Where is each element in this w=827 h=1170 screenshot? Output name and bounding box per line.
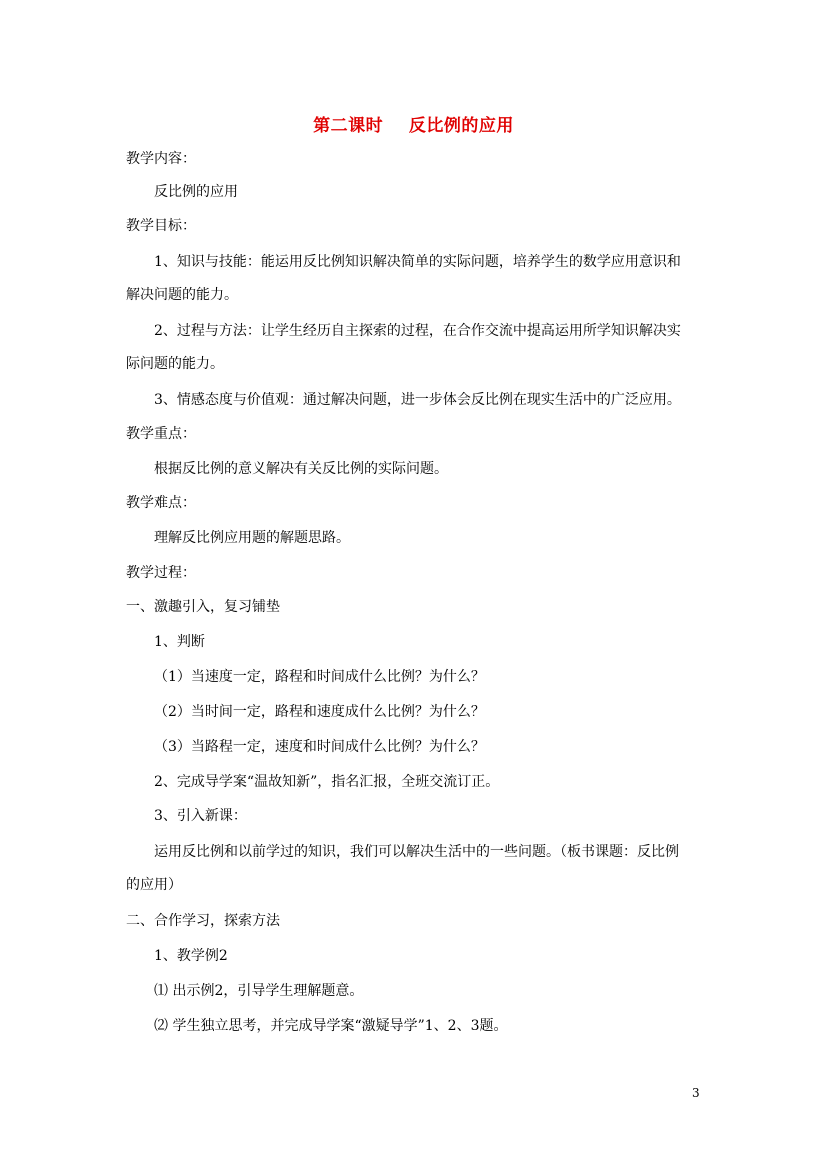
- heading-key-point: 教学重点：: [126, 426, 196, 442]
- example-step-2: ⑵ 学生独立思考，并完成导学案“激疑导学”1、2、3题。: [154, 1018, 508, 1034]
- judge-question-1: （1）当速度一定，路程和时间成什么比例？为什么？: [154, 669, 485, 685]
- difficulty-text: 理解反比例应用题的解题思路。: [154, 530, 350, 546]
- item-worksheet: 2、完成导学案“温故知新”，指名汇报，全班交流订正。: [154, 774, 500, 790]
- judge-question-2: （2）当时间一定，路程和速度成什么比例？为什么？: [154, 704, 485, 720]
- lesson-title: 第二课时 反比例的应用: [313, 116, 514, 136]
- new-lesson-line-2: 的应用）: [126, 877, 182, 893]
- example-step-1: ⑴ 出示例2，引导学生理解题意。: [154, 983, 364, 999]
- new-lesson-line-1: 运用反比例和以前学过的知识，我们可以解决生活中的一些问题。（板书课题：反比例: [154, 844, 679, 860]
- goal-2-line-2: 际问题的能力。: [126, 356, 224, 372]
- judge-question-3: （3）当路程一定，速度和时间成什么比例？为什么？: [154, 739, 485, 755]
- goal-1-line-1: 1、知识与技能：能运用反比例知识解决简单的实际问题，培养学生的数学应用意识和: [154, 254, 681, 270]
- heading-teaching-content: 教学内容：: [126, 151, 196, 167]
- item-example-2: 1、教学例2: [154, 948, 228, 964]
- goal-2-line-1: 2、过程与方法：让学生经历自主探索的过程，在合作交流中提高运用所学知识解决实: [154, 323, 681, 339]
- heading-teaching-process: 教学过程：: [126, 565, 196, 581]
- key-point-text: 根据反比例的意义解决有关反比例的实际问题。: [154, 461, 448, 477]
- item-new-lesson: 3、引入新课：: [154, 808, 247, 824]
- item-judge: 1、判断: [154, 634, 205, 650]
- section-1-heading: 一、激趣引入，复习铺垫: [126, 599, 280, 615]
- goal-3: 3、情感态度与价值观：通过解决问题，进一步体会反比例在现实生活中的广泛应用。: [154, 392, 681, 408]
- teaching-content-text: 反比例的应用: [154, 184, 238, 200]
- section-2-heading: 二、合作学习，探索方法: [126, 913, 280, 929]
- heading-teaching-goals: 教学目标：: [126, 218, 196, 234]
- goal-1-line-2: 解决问题的能力。: [126, 287, 238, 303]
- heading-difficulty: 教学难点：: [126, 495, 196, 511]
- page-number: 3: [692, 1086, 700, 1100]
